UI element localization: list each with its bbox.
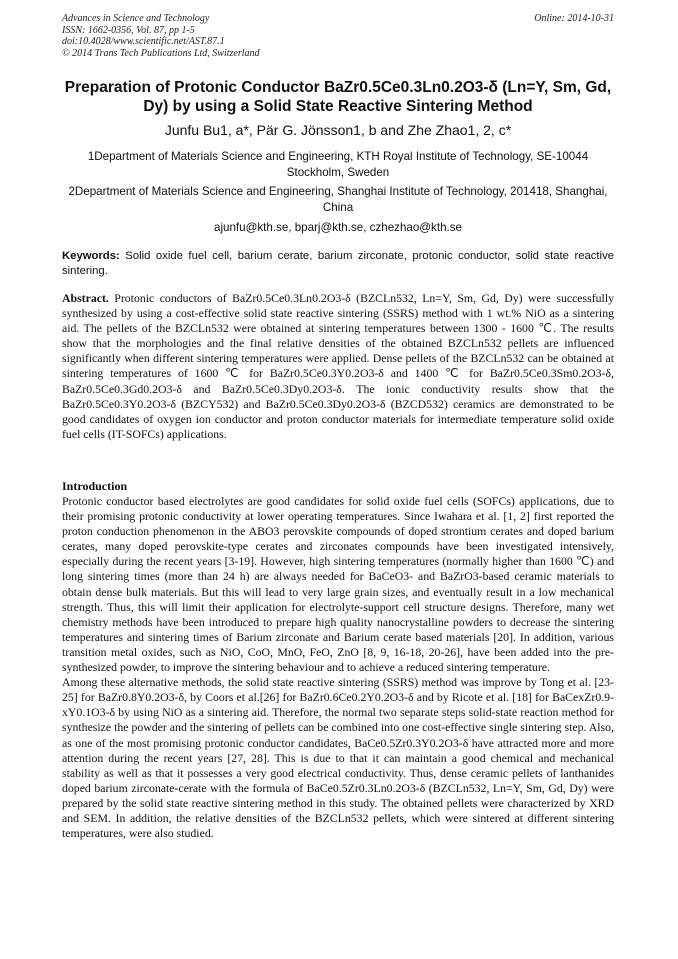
keywords-text: Solid oxide fuel cell, barium cerate, barium zirconate, protonic conductor, solid state reactive sintering. (62, 250, 615, 277)
affiliation-2: 2Department of Materials Science and Engineering, Shanghai Institute of Technology, 201418, Shanghai, China (68, 185, 608, 214)
doi-line: doi:10.4028/www.scientific.net/AST.87.1 (62, 36, 225, 47)
abstract-label: Abstract. (62, 291, 109, 305)
keywords-label: Keywords: (62, 250, 120, 262)
online-date: Online: 2014-10-31 (534, 13, 614, 24)
abstract-text: Protonic conductors of BaZr0.5Ce0.3Ln0.2O3-δ (BZCLn532, Ln=Y, Sm, Gd, Dy) were successfully synthesized by using a cost-effective solid state reactive sintering (SSRS) method with 1 wt.% NiO as a sintering aid. The pellets of the BZCLn532 were obtained at sintering temperatures between 1300 - 1600 ℃. The results show that the morphologies and the final relative densities of the obtained BZCLn532 pellets are influenced significantly when different sintering temperatures were applied. Dense pellets of the BZCLn532 can be obtained at sintering temperatures of 1600 ℃ for BaZr0.5Ce0.3Y0.2O3-δ and 1400 ℃ for BaZr0.5Ce0.3Sm0.2O3-δ, BaZr0.5Ce0.3Gd0.2O3-δ and BaZr0.5Ce0.3Dy0.2O3-δ. The ionic conductivity results show that the BaZr0.5Ce0.3Y0.2O3-δ (BZCY532) and BaZr0.5Ce0.3Dy0.2O3-δ (BZCD532) ceramics are demonstrated to be good candidates of oxygen ion conductor and proton conductor materials for intermediate temperature solid oxide fuel cells (IT-SOFCs) applications. (62, 291, 615, 441)
paper-title (62, 78, 614, 116)
copyright-line: © 2014 Trans Tech Publications Ltd, Switzerland (62, 47, 260, 59)
title-line-2: Dy) by using a Solid State Reactive Sintering Method (143, 98, 533, 115)
intro-paragraph-2: Among these alternative methods, the solid state reactive sintering (SSRS) method was improve by Tong et al. [23-25] for BaZr0.8Y0.2O3-δ, by Coors et al.[26] for BaZr0.6Ce0.2Y0.2O3-δ and by Ricote et al. [18] for BaCexZr0.9-xY0.1O3-δ by using NiO as a sintering aid. Therefore, the normal two separate steps solid-state reaction method for synthesize the powder and the sintering of pellets can be combined into one cost-effective single sintering step. Also, as one of the most promising protonic conductor candidates, BaCe0.5Zr0.3Y0.2O3-δ have attracted more and more attention during the recent years [27, 28]. This is due to that it can maintain a good chemical and mechanical stability as well as that it possesses a very good electrical conductivity. Thus, dense ceramic pellets of lanthanides doped barium zirconate-cerate with the formula of BaCe0.5Zr0.3Ln0.2O3-δ (BZCLn532, Ln=Y, Sm, Gd, Dy) were prepared by the solid state reactive sintering method in this study. The obtained pellets were characterized by XRD and SEM. In addition, the relative densities of the BZCLn532 pellets, which were sintered at different sintering temperatures, were also studied. (62, 675, 614, 841)
title-line-1: Preparation of Protonic Conductor BaZr0.5Ce0.3Ln0.2O3-δ (Ln=Y, Sm, Gd, (64, 79, 612, 96)
journal-header (62, 13, 614, 59)
introduction-heading: Introduction (62, 479, 128, 493)
journal-name: Advances in Science and Technology (62, 13, 210, 24)
issn-line: ISSN: 1662-0356, Vol. 87, pp 1-5 (62, 24, 195, 36)
keywords-section (62, 249, 614, 279)
affiliation-1: 1Department of Materials Science and Engineering, KTH Royal Institute of Technology, SE-10044 Stockholm, Sweden (87, 150, 589, 179)
intro-paragraph-1: Protonic conductor based electrolytes are good candidates for solid oxide fuel cells (SOFCs) applications, due to their promising protonic conductivity at lower operating temperatures. Since Iwahara et al. [1, 2] first reported the proton conduction phenomenon in the ABO3 perovskite compounds of doped strontium cerates and doped barium cerates, many doped perovskite-type cerates and zirconates compounds have been investigated intensively, especially during the recent years [3-19]. However, high sintering temperatures (normally higher than 1600 ℃) and long sintering times (more than 24 h) are always needed for BaCeO3- and BaZrO3-based ceramic materials to obtain dense bulk materials. But this will lead to very large grain sizes, and eventually result in a low mechanical strength. Thus, this will limit their application for electrolyte-support cell structure designs. Therefore, many wet chemistry methods have been introduced to prepare high quality nanocrystalline powders to decrease the sintering temperatures and sintering times of Barium zirconate and Barium cerate based materials [20]. In addition, various transition metal oxides, such as NiO, CoO, MnO, FeO, ZnO [8, 9, 16-18, 20-26], have been added into the pre-synthesized powder, to improve the sintering behaviour and to achieve a reduced sintering temperature. (62, 494, 614, 675)
abstract-section (62, 291, 614, 442)
introduction-body (62, 494, 614, 841)
author-list: Junfu Bu1, a*, Pär G. Jönsson1, b and Zhe Zhao1, 2, c* (164, 122, 512, 138)
author-emails: ajunfu@kth.se, bparj@kth.se, czhezhao@kth.se (214, 221, 462, 234)
